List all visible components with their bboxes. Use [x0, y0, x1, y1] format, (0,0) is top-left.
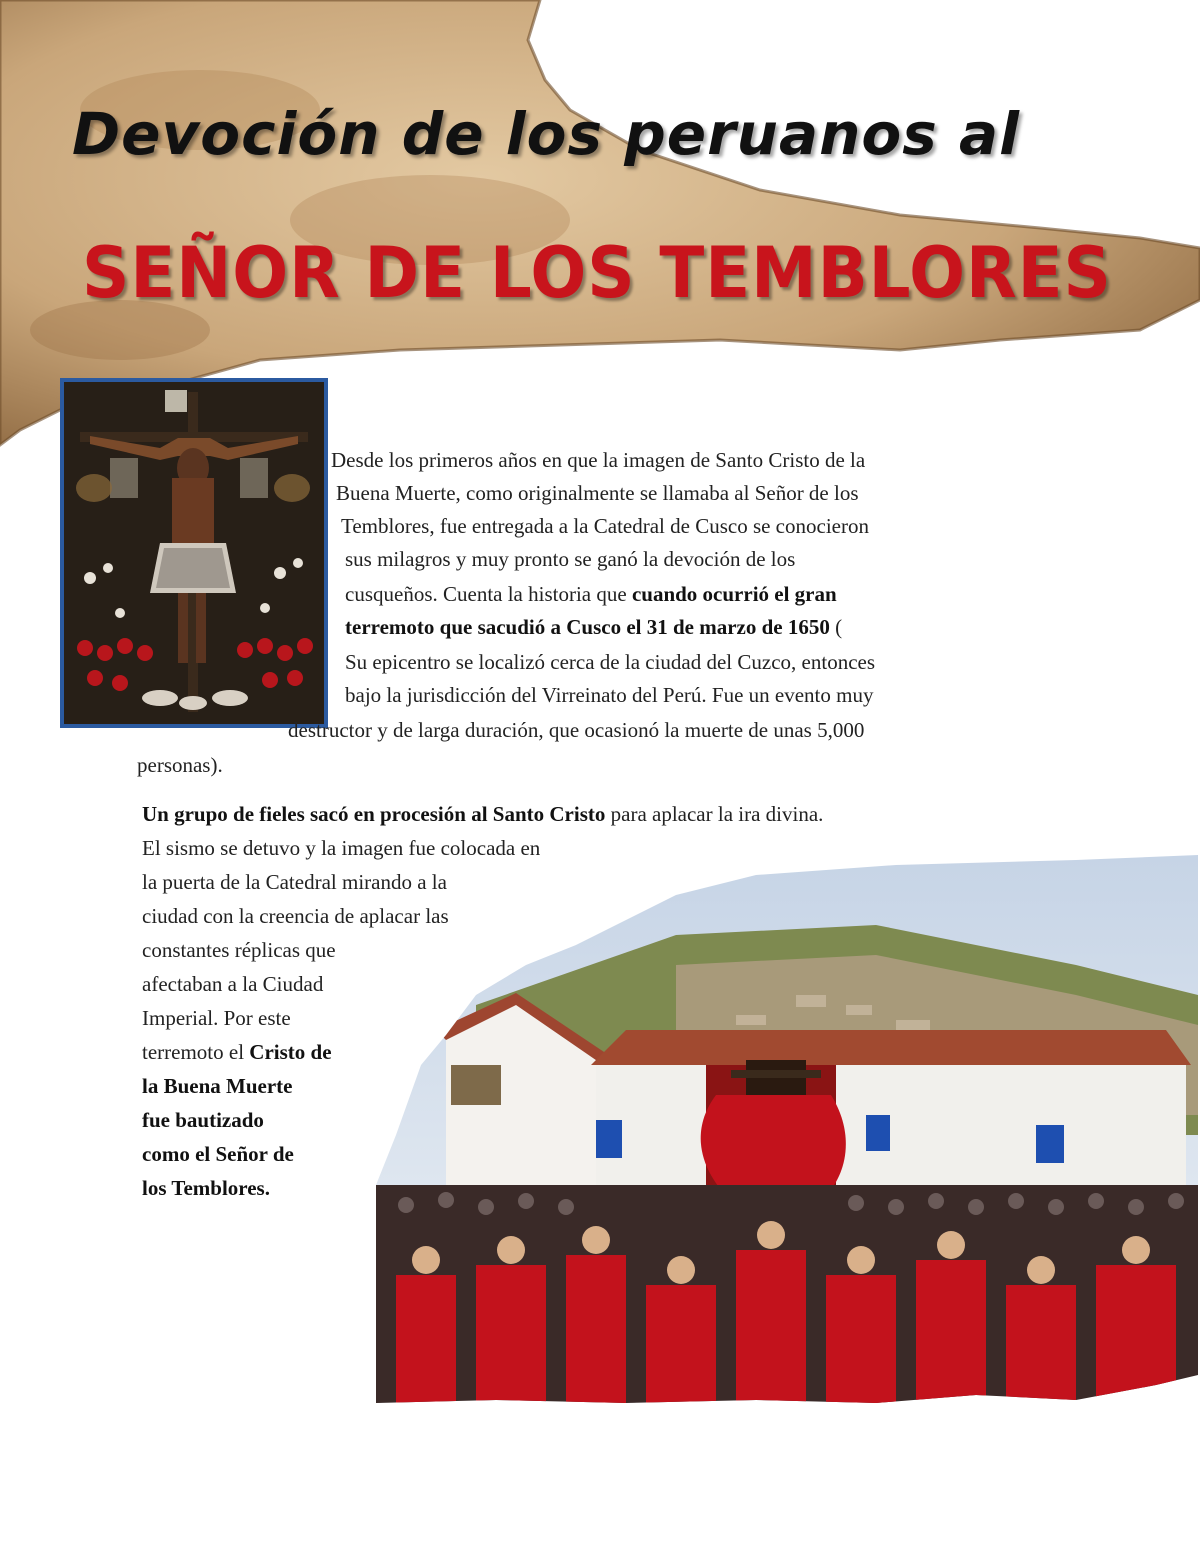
paragraph-1-line-4: sus milagros y muy pronto se ganó la devoción de los — [345, 547, 796, 571]
paragraph-2-line-12: los Temblores. — [142, 1176, 270, 1200]
paragraph-2-line-6: afectaban a la Ciudad — [142, 972, 324, 996]
paragraph-2-line-8: terremoto el Cristo de — [142, 1040, 332, 1064]
paragraph-1-line-9: destructor y de larga duración, que ocasionó la muerte de unas 5,000 — [288, 718, 865, 742]
paragraph-1-line-7: Su epicentro se localizó cerca de la ciudad del Cuzco, entonces — [345, 650, 876, 674]
paragraph-1-line-8: bajo la jurisdicción del Virreinato del Perú. Fue un evento muy — [345, 683, 874, 707]
paragraph-1-line-1: Desde los primeros años en que la imagen de Santo Cristo de la — [331, 448, 866, 472]
paragraph-2-line-4: ciudad con la creencia de aplacar las — [142, 904, 449, 928]
paragraph-2-line-2: El sismo se detuvo y la imagen fue colocada en — [142, 836, 541, 860]
bold-earthquake-phrase-1: cuando ocurrió el gran — [631, 582, 837, 606]
paragraph-2-line-3: la puerta de la Catedral mirando a la — [142, 870, 447, 894]
paragraph-1-line-6: terremoto que sacudió a Cusco el 31 de marzo de 1650 ( — [345, 615, 843, 639]
paragraph-1-line-3: Temblores, fue entregada a la Catedral de Cusco se conocieron — [341, 514, 869, 538]
paragraph-2-line-7: Imperial. Por este — [142, 1006, 291, 1030]
procession-photo — [376, 855, 1198, 1405]
bold-procession-phrase: Un grupo de fieles sacó en procesión al Santo Cristo — [142, 802, 606, 826]
paragraph-2-line-5: constantes réplicas que — [142, 938, 336, 962]
paragraph-2-line-9: la Buena Muerte — [142, 1074, 293, 1098]
paragraph-2-line-1: Un grupo de fieles sacó en procesión al Santo Cristo para aplacar la ira divina. — [142, 802, 824, 826]
bold-cristo-de: Cristo de — [249, 1040, 332, 1064]
paragraph-2-line-10: fue bautizado — [142, 1108, 264, 1132]
paragraph-1-line-5: cusqueños. Cuenta la historia que cuando ocurrió el gran — [345, 582, 837, 606]
paragraph-1-line-10: personas). — [137, 753, 223, 777]
title-line-2: SEÑOR DE LOS TEMBLORES — [82, 232, 1112, 314]
bold-earthquake-phrase-2: terremoto que sacudió a Cusco el 31 de marzo de 1650 — [345, 615, 830, 639]
paragraph-1-line-2: Buena Muerte, como originalmente se llamaba al Señor de los — [336, 481, 859, 505]
senor-de-los-temblores-painting — [60, 378, 328, 728]
title-line-1: Devoción de los peruanos al — [72, 100, 1020, 168]
paragraph-2-line-11: como el Señor de — [142, 1142, 294, 1166]
